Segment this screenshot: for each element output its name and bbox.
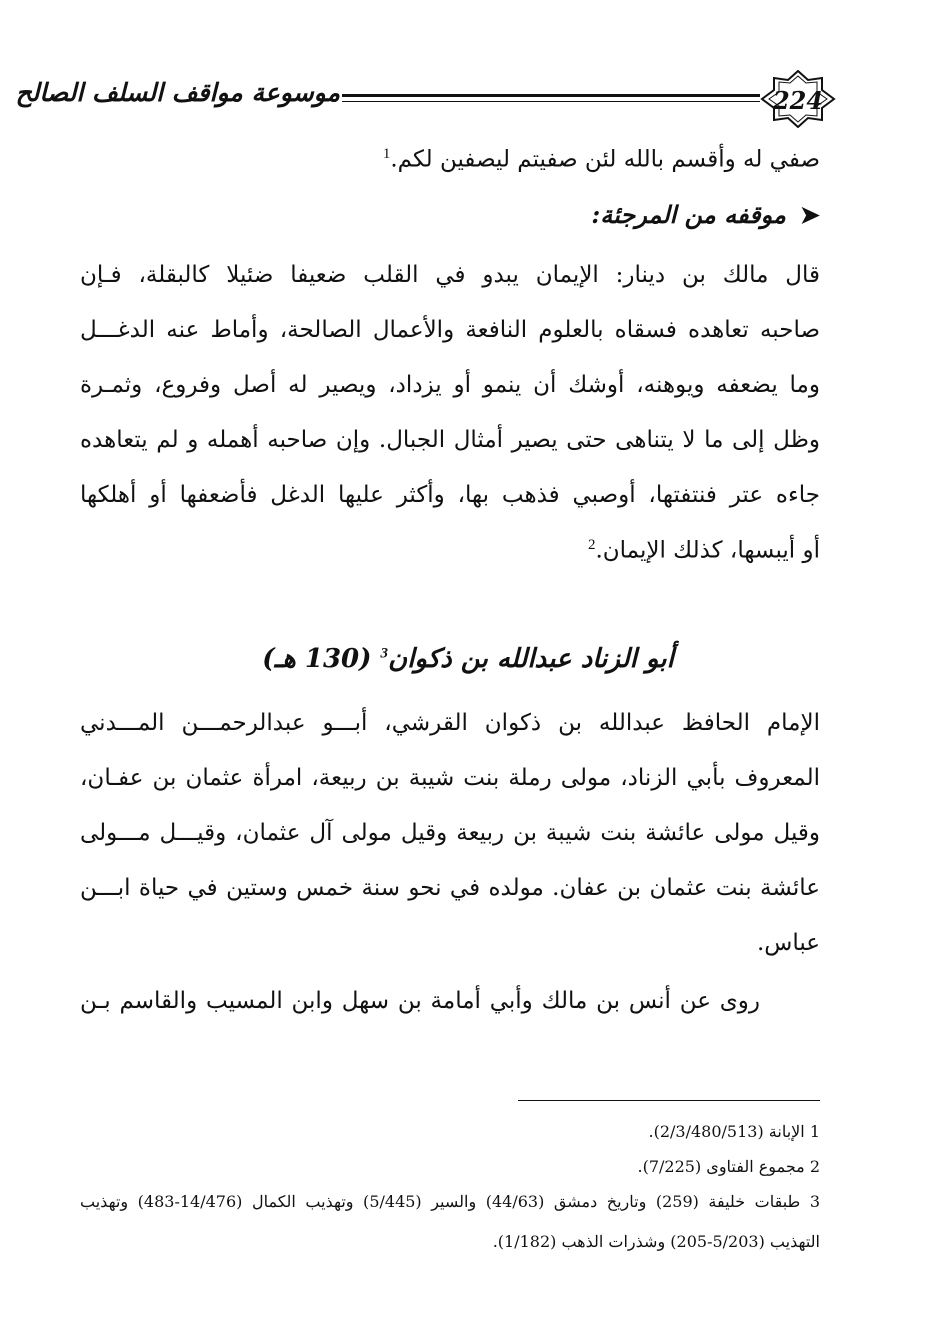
footnote-continuation: التهذيب (5/203-205) وشذرات الذهب (1/182). [492,1232,820,1251]
text-line: وقيل مولى عائشة بنت شيبة بن ربيعة وقيل مولى آل عثمان، وقيـــل مـــولى [80,820,820,846]
text-line: روى عن أنس بن مالك وأبي أمامة بن سهل وابن المسيب والقاسم بـن [80,988,760,1014]
text-line: أو أيبسها، كذلك الإيمان.$^2$ [587,537,820,564]
header-rule-thin [342,101,760,102]
text-line: عائشة بنت عثمان بن عفان. مولده في نحو سنة خمس وستين في حياة ابـــن [80,875,820,901]
header-rule [342,94,760,97]
arrow-bullet-icon: ➤ [799,200,820,229]
page-number: 224 [772,86,824,115]
book-title: موسوعة مواقف السلف الصالح [15,78,340,107]
text-line: قال مالك بن دينار: الإيمان يبدو في القلب ضعيفا ضئيلا كالبقلة، فـإن [80,262,820,288]
footnote-ref: 3 [380,645,389,662]
text-line: صاحبه تعاهده فسقاه بالعلوم النافعة والأعمال الصالحة، وأماط عنه الدغـــل [80,317,820,343]
page-header [15,72,840,132]
footnote-ref: 2 [587,537,596,553]
subheading: ➤موقفه من المرجئة: [591,200,820,229]
page-number-badge [760,70,836,128]
text-line: المعروف بأبي الزناد، مولى رملة بنت شيبة بن ربيعة، امرأة عثمان بن عفـان، [80,765,820,791]
footnote: 2 مجموع الفتاوى (7/225). [637,1157,820,1176]
text-line: عباس. [756,930,820,956]
text-line: الإمام الحافظ عبدالله بن ذكوان القرشي، أبـــو عبدالرحمـــن المـــدني [80,710,820,736]
footnote-rule [518,1100,820,1101]
footnote: 1 الإبانة (2/3/480/513). [648,1122,820,1141]
section-title: أبو الزناد عبدالله بن ذكوان$^3$ (130 هـ) [262,644,674,674]
text-line: وما يضعفه ويوهنه، أوشك أن ينمو أو يزداد، ويصير له أصل وفروع، وثمـرة [80,372,820,398]
footnote: 3 طبقات خليفة (259) وتاريخ دمشق (44/63) والسير (5/445) وتهذيب الكمال (14/476-483) وتهذيب [80,1192,820,1211]
text-line: وظل إلى ما لا يتناهى حتى يصير أمثال الجبال. وإن صاحبه أهمله و لم يتعاهده [80,427,820,453]
footnote-ref: 1 [382,146,391,162]
text-line: جاءه عتر فنتفتها، أوصبي فذهب بها، وأكثر عليها الدغل فأضعفها أو أهلكها [80,482,820,508]
text-line: صفي له وأقسم بالله لئن صفيتم ليصفين لكم.$^1$ [382,146,820,173]
